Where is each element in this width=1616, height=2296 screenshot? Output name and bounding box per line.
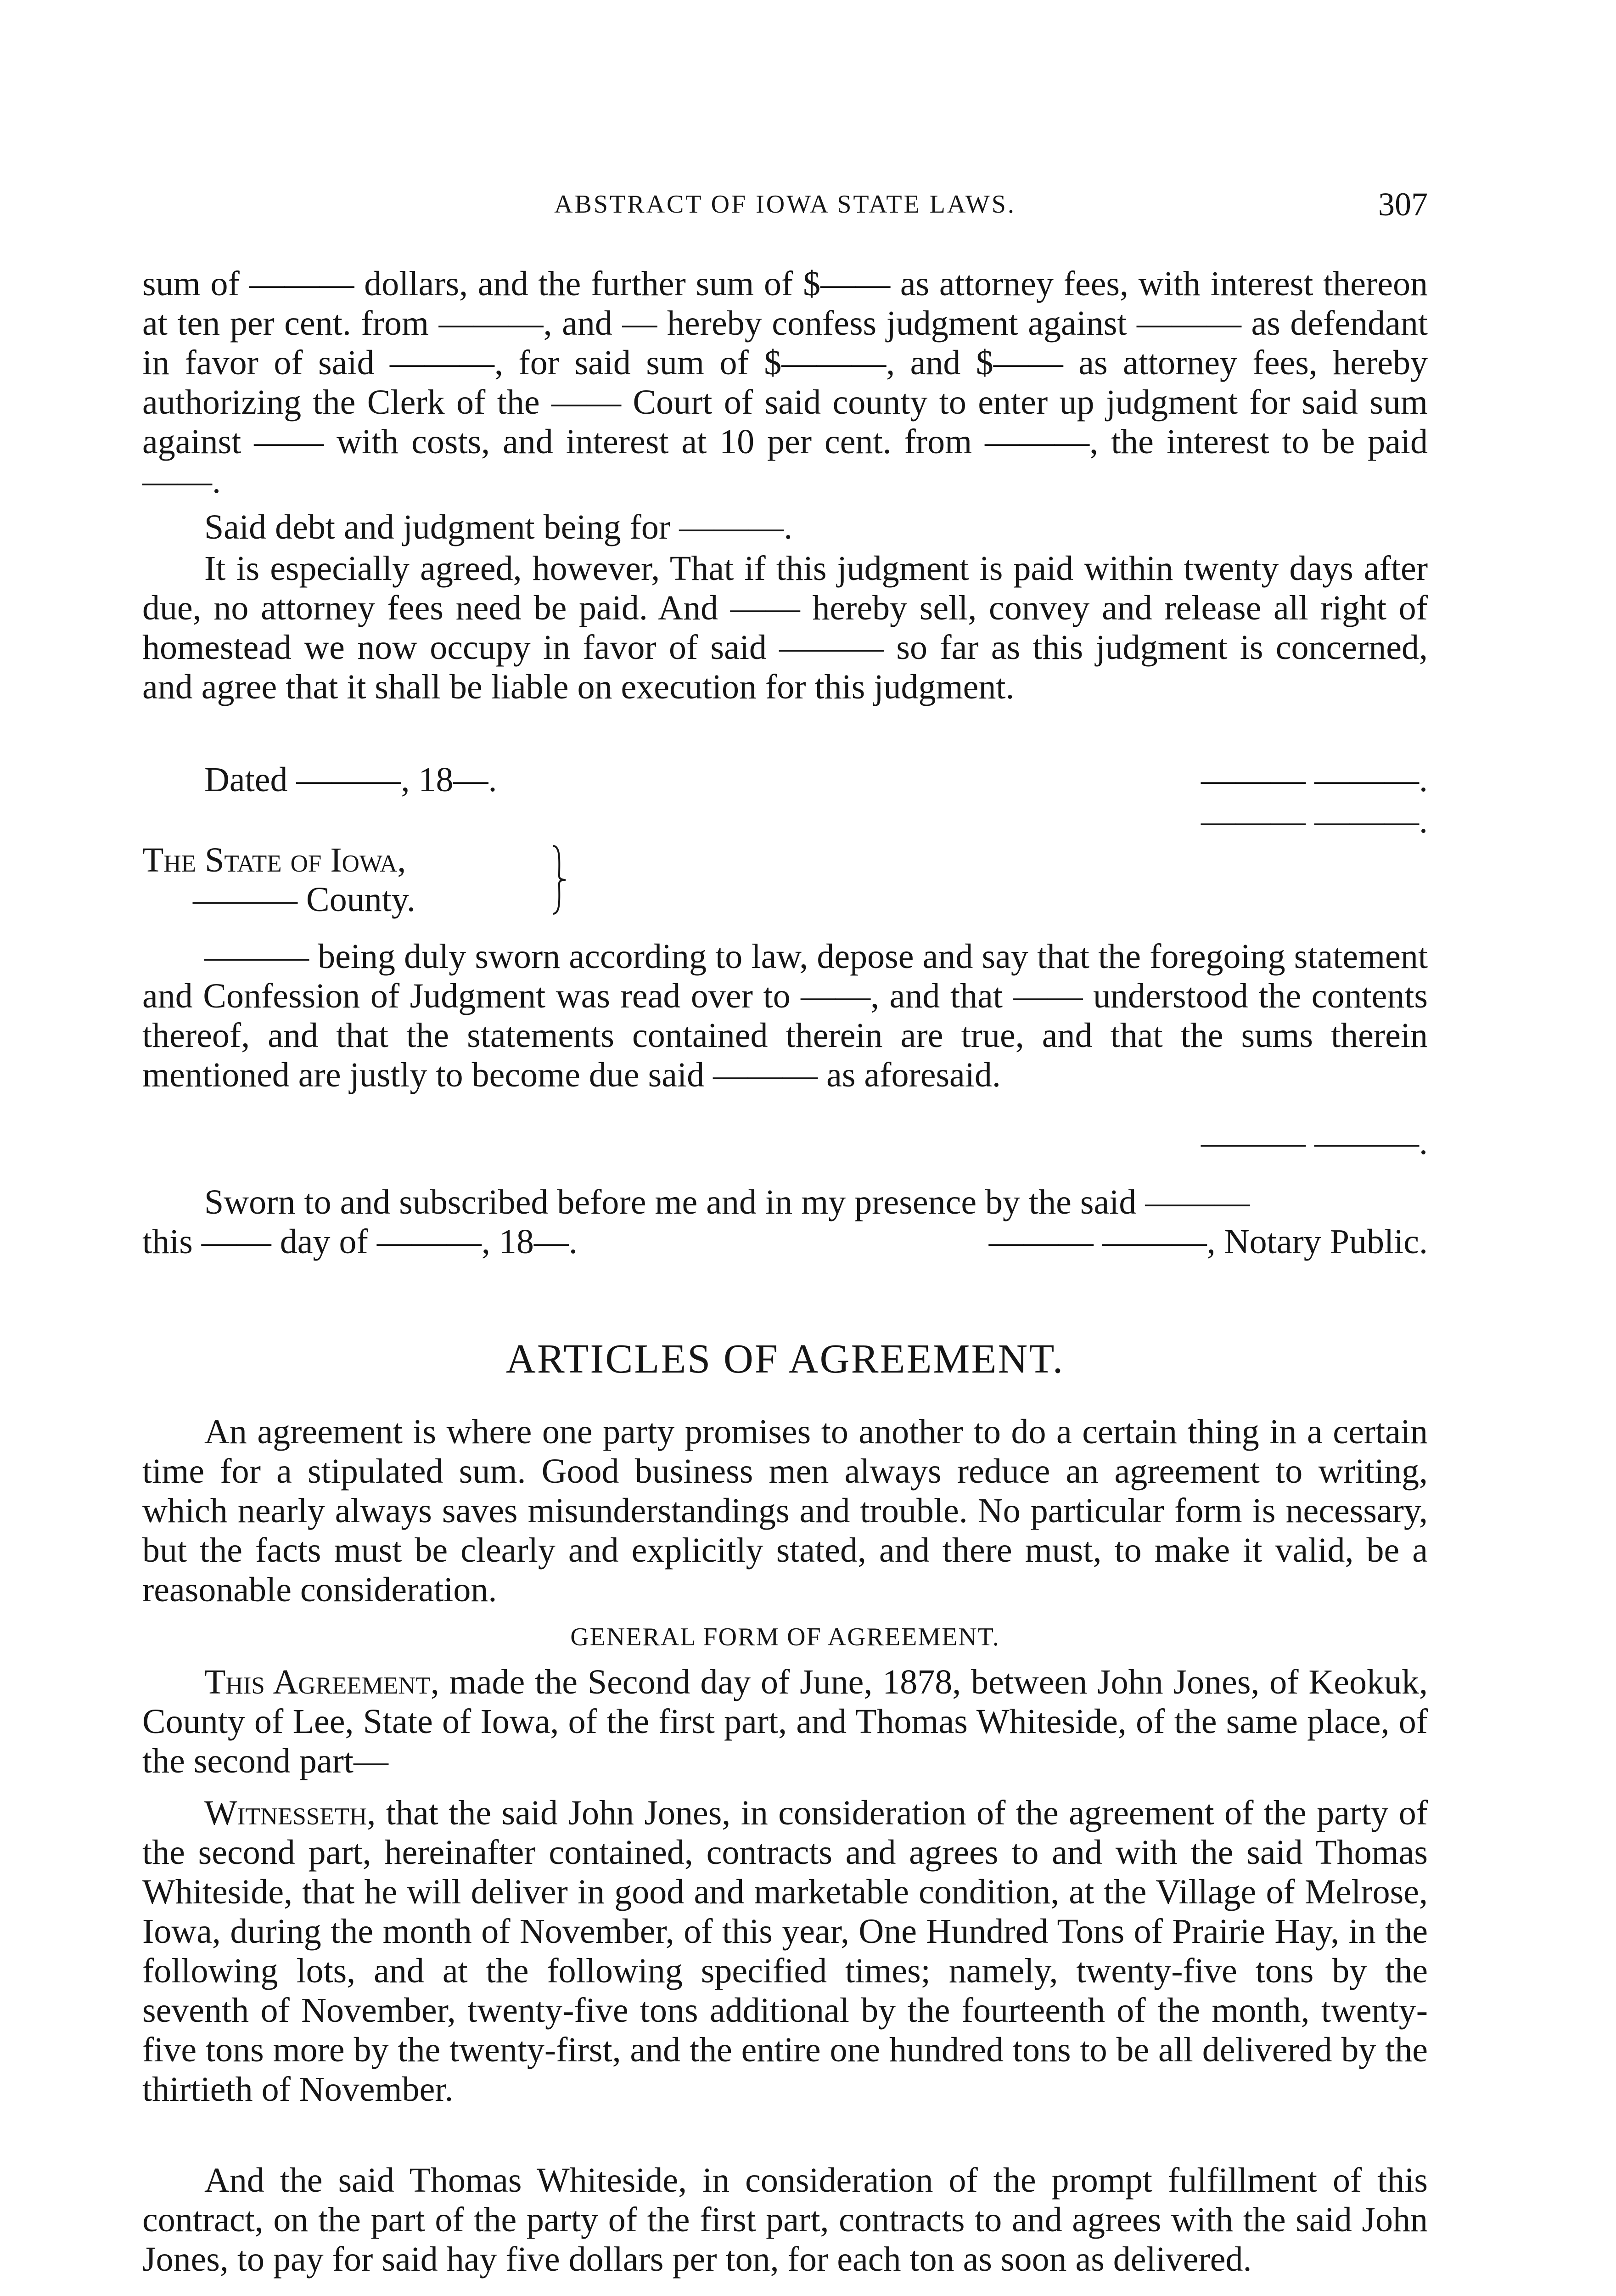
jurat-line-1: Sworn to and subscribed before me and in my presence by the said ——— bbox=[204, 1183, 1250, 1221]
affiant-signature: ——— ———. bbox=[1201, 1123, 1428, 1162]
agreement-preamble bbox=[142, 1662, 1428, 1781]
witnesseth-paragraph bbox=[142, 1793, 1428, 2109]
witnesseth-body: that the said John Jones, in consideration of the agreement of the party of the second part, hereinafter contained, contracts and agrees to and with the said Thomas Whiteside, that he will deliver in good and marketable condition, at the Village of Melrose, Iowa, during the month of November, of this year, One Hundred Tons of Prairie Hay, in the following lots, and at the following specified times; namely, twenty-five tons by the seventh of November, twenty-five tons additional by the fourteenth of the month, twenty-five tons more by the twenty-first, and the entire one hundred tons to be all delivered by the thirtieth of November. bbox=[142, 1794, 1428, 2109]
running-head bbox=[142, 184, 1428, 225]
brace-icon bbox=[551, 844, 567, 916]
preamble-body: made the Second day of June, 1878, between John Jones, of Keokuk, County of Lee, State of Iowa, of the first part, and Thomas Whiteside, of the same place, of the second part— bbox=[142, 1663, 1428, 1780]
preamble-lead: This Agreement, bbox=[204, 1663, 439, 1701]
confession-paragraph: sum of ——— dollars, and the further sum of $—— as attorney fees, with interest thereon at ten per cent. from ———, and — hereby confess judgment against ——— as defendant in favor of said ———, for said sum of $———, and $—— as attorney fees, hereby authorizing the Clerk of the —— Court of said county to enter up judgment for said sum against —— with costs, and interest at 10 per cent. from ———, the interest to be paid ——. bbox=[142, 264, 1428, 501]
jurat-line-2: this —— day of ———, 18—. bbox=[142, 1222, 578, 1261]
section-title: ARTICLES OF AGREEMENT. bbox=[505, 1336, 1065, 1382]
dated-line: Dated ———, 18—. bbox=[204, 760, 497, 799]
affidavit-paragraph: ——— being duly sworn according to law, depose and say that the foregoing statement and Confession of Judgment was read over to ——, and that —— understood the contents thereof, and that the statements contained therein are true, and that the sums therein mentioned are justly to become due said ——— as aforesaid. bbox=[142, 937, 1428, 1094]
signature-line-2: ——— ———. bbox=[1201, 802, 1428, 840]
venue-caption bbox=[142, 840, 601, 923]
debt-statement: Said debt and judgment being for ———. bbox=[204, 508, 793, 546]
signature-line-1: ——— ———. bbox=[1201, 760, 1428, 799]
venue-county: ——— County. bbox=[193, 880, 415, 919]
witnesseth-lead: Witnesseth, bbox=[204, 1794, 376, 1832]
page-number: 307 bbox=[1378, 186, 1428, 223]
notary-signature: ——— ———, Notary Public. bbox=[988, 1222, 1428, 1261]
venue-state: The State of Iowa, bbox=[142, 841, 406, 879]
agreement-intro: An agreement is where one party promises to another to do a certain thing in a certain time for a stipulated sum. Good business men always reduce an agreement to writing, which nearly always saves misunderstandings and trouble. No particular form is necessary, but the facts must be clearly and explicitly stated, and there must, to make it valid, be a reasonable consideration. bbox=[142, 1412, 1428, 1609]
homestead-paragraph: It is especially agreed, however, That if this judgment is paid within twenty days after due, no attorney fees need be paid. And —— hereby sell, convey and release all right of homestead we now occupy in favor of said ——— so far as this judgment is concerned, and agree that it shall be liable on execution for this judgment. bbox=[142, 549, 1428, 706]
running-title: ABSTRACT OF IOWA STATE LAWS. bbox=[554, 190, 1016, 219]
form-subheading: GENERAL FORM OF AGREEMENT. bbox=[570, 1623, 1000, 1651]
consideration-paragraph: And the said Thomas Whiteside, in consideration of the prompt fulfillment of this contract, on the part of the party of the first part, contracts to and agrees with the said John Jones, to pay for said hay five dollars per ton, for each ton as soon as delivered. bbox=[142, 2161, 1428, 2279]
